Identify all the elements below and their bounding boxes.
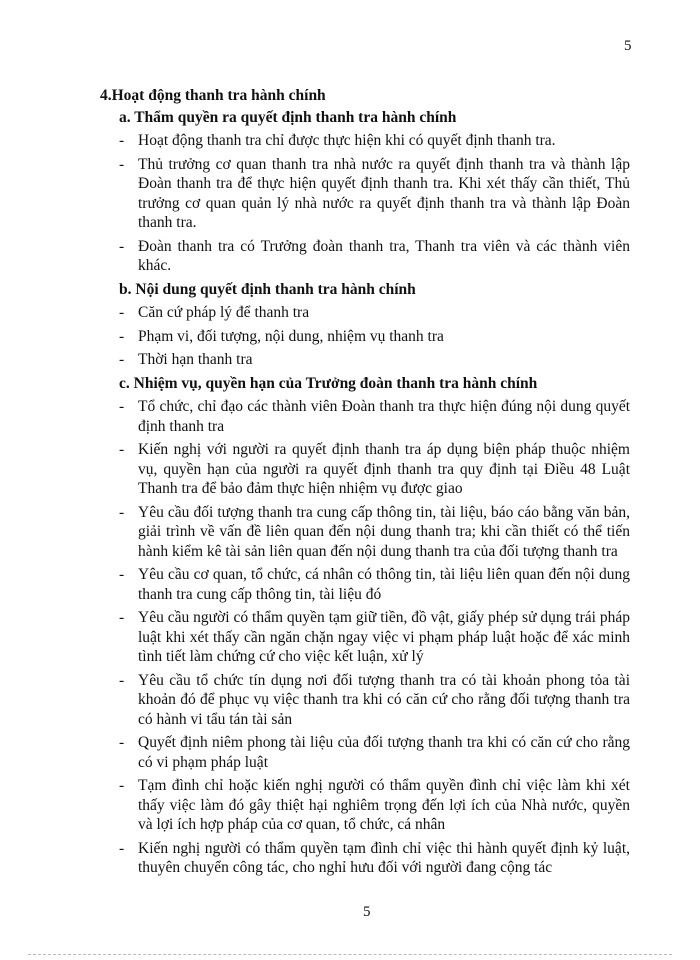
list-item xyxy=(100,839,630,878)
page-footer-divider xyxy=(28,954,672,955)
list-item-text: Yêu cầu đối tượng thanh tra cung cấp thông tin, tài liệu, báo cáo bằng văn bản, giải trình về vấn đề liên quan đến nội dung thanh tra; khi cần thiết có thể tiến hành kiểm kê tài sản liên quan đến nội dung thanh tra của đối tượng thanh tra xyxy=(138,503,630,560)
list-item xyxy=(100,671,630,730)
dash-bullet-icon: - xyxy=(119,566,125,583)
list-item xyxy=(100,327,630,347)
list-item xyxy=(100,350,630,370)
sections-container xyxy=(100,108,630,878)
dash-bullet-icon: - xyxy=(119,609,125,626)
list-item-text: Yêu cầu tổ chức tín dụng nơi đối tượng thanh tra có tài khoản phong tỏa tài khoản đó để phục vụ việc thanh tra khi có căn cứ cho rằng đối tượng thanh tra có hành vi tẩu tán tài sản xyxy=(138,671,630,728)
dash-bullet-icon: - xyxy=(119,734,125,751)
bullet-list xyxy=(100,131,630,276)
dash-bullet-icon: - xyxy=(119,441,125,458)
dash-bullet-icon: - xyxy=(119,671,125,689)
list-item-text: Yêu cầu cơ quan, tổ chức, cá nhân có thông tin, tài liệu liên quan đến nội dung thanh tra cung cấp thông tin, tài liệu đó xyxy=(138,566,630,603)
list-item-text: Thủ trưởng cơ quan thanh tra nhà nước ra quyết định thanh tra và thành lập Đoàn thanh tra để thực hiện quyết định thanh tra. Khi xét thấy cần thiết, Thủ trưởng cơ quan quản lý nhà nước ra quyết định thanh tra và thành lập Đoàn thanh tra. xyxy=(138,155,630,231)
dash-bullet-icon: - xyxy=(119,304,125,321)
list-item-text: Hoạt động thanh tra chỉ được thực hiện khi có quyết định thanh tra. xyxy=(138,132,556,149)
bullet-list xyxy=(100,397,630,878)
list-item xyxy=(100,397,630,436)
subsection-title: a. Thẩm quyền ra quyết định thanh tra hành chính xyxy=(119,108,457,126)
dash-bullet-icon: - xyxy=(119,398,125,415)
dash-bullet-icon: - xyxy=(119,132,125,149)
subsection-title: c. Nhiệm vụ, quyền hạn của Trưởng đoàn thanh tra hành chính xyxy=(119,374,538,392)
dash-bullet-icon: - xyxy=(119,155,125,173)
page-number-bottom: 5 xyxy=(363,904,371,920)
list-item-text: Căn cứ pháp lý để thanh tra xyxy=(138,304,310,321)
list-item-text: Tổ chức, chỉ đạo các thành viên Đoàn thanh tra thực hiện đúng nội dung quyết định thanh tra xyxy=(138,398,630,435)
list-item xyxy=(100,733,630,772)
page-number-top: 5 xyxy=(624,38,632,54)
list-item-text: Quyết định niêm phong tài liệu của đối tượng thanh tra khi có căn cứ cho rằng có vi phạm pháp luật xyxy=(138,734,630,771)
subsection-title: b. Nội dung quyết định thanh tra hành chính xyxy=(119,280,416,298)
subsection xyxy=(100,374,630,878)
dash-bullet-icon: - xyxy=(119,237,125,255)
list-item-text: Phạm vi, đối tượng, nội dung, nhiệm vụ thanh tra xyxy=(138,327,444,345)
list-item xyxy=(100,565,630,604)
dash-bullet-icon: - xyxy=(119,777,125,794)
list-item xyxy=(100,237,630,276)
list-item xyxy=(100,440,630,499)
list-item-text: Đoàn thanh tra có Trưởng đoàn thanh tra, Thanh tra viên và các thành viên khác. xyxy=(138,237,630,274)
list-item xyxy=(100,131,630,151)
subsection xyxy=(100,280,630,370)
document-body xyxy=(100,86,630,882)
subsection xyxy=(100,108,630,276)
list-item xyxy=(100,776,630,835)
list-item-text: Kiến nghị người có thẩm quyền tạm đình chỉ việc thi hành quyết định kỷ luật, thuyên chuyển công tác, cho nghỉ hưu đối với người đang cộng tác xyxy=(138,839,630,876)
dash-bullet-icon: - xyxy=(119,503,125,521)
list-item-text: Yêu cầu người có thẩm quyền tạm giữ tiền, đồ vật, giấy phép sử dụng trái pháp luật khi xét thấy cần ngăn chặn ngay việc vi phạm pháp luật hoặc để xác minh tình tiết làm chứng cứ cho việc kết luận, xử lý xyxy=(138,609,630,665)
list-item xyxy=(100,303,630,323)
list-item xyxy=(100,608,630,667)
bullet-list xyxy=(100,303,630,370)
dash-bullet-icon: - xyxy=(119,351,125,368)
dash-bullet-icon: - xyxy=(119,839,125,857)
list-item-text: Thời hạn thanh tra xyxy=(138,351,253,368)
list-item xyxy=(100,155,630,233)
section-heading: 4.Hoạt động thanh tra hành chính xyxy=(100,87,326,104)
list-item-text: Tạm đình chỉ hoặc kiến nghị người có thẩm quyền đình chỉ việc làm khi xét thấy việc làm đó gây thiệt hại nghiêm trọng đến lợi ích của Nhà nước, quyền và lợi ích hợp pháp của cơ quan, tổ chức, cá nhân xyxy=(138,777,630,833)
list-item xyxy=(100,503,630,562)
list-item-text: Kiến nghị với người ra quyết định thanh tra áp dụng biện pháp thuộc nhiệm vụ, quyền hạn của người ra quyết định thanh tra quy định tại Điều 48 Luật Thanh tra để bảo đảm thực hiện nhiệm vụ được giao xyxy=(138,441,630,497)
dash-bullet-icon: - xyxy=(119,327,125,345)
